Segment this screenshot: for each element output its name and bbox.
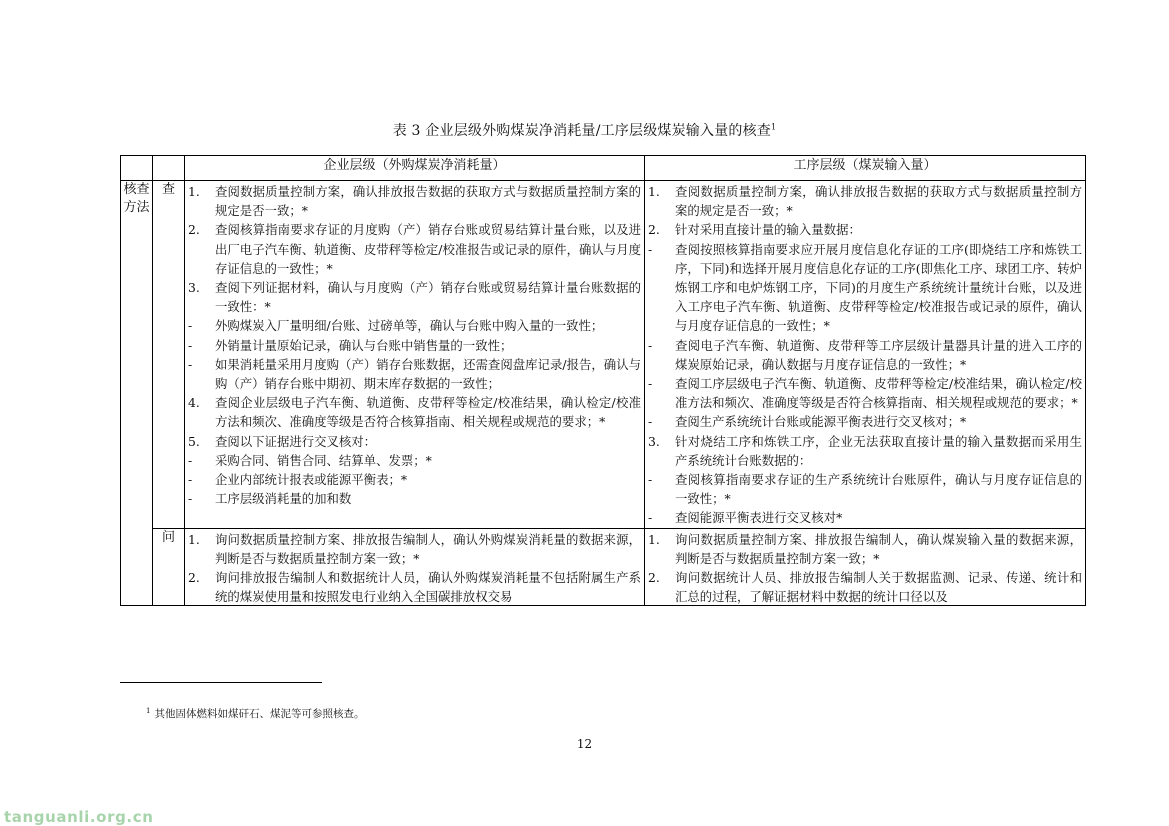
item-marker: 1. (188, 184, 200, 199)
item-marker: 5. (188, 433, 200, 449)
item-text: 查阅下列证据材料，确认与月度购（产）销存台账或贸易结算计量台账数据的一致性：* (215, 280, 641, 315)
item-marker: - (188, 491, 193, 507)
footnote-divider (120, 682, 322, 683)
item-text: 查阅以下证据进行交叉核对： (215, 433, 377, 449)
item-text: 查阅电子汽车衡、轨道衡、皮带秤等工序层级计量器具计量的进入工序的煤炭原始记录，确认数据与月度存证信息的一致性；* (675, 337, 1082, 372)
list-item (185, 530, 644, 568)
item-text: 查阅核算指南要求存证的月度购（产）销存台账或贸易结算计量台账，以及进出厂电子汽车衡、轨道衡、皮带秤等检定/校准报告或记录的原件，确认与月度存证信息的一致性；* (215, 222, 641, 276)
item-text: 查阅能源平衡表进行交叉核对* (675, 510, 843, 526)
item-text: 外购煤炭入厂量明细/台账、过磅单等，确认与台账中购入量的一致性； (215, 318, 604, 334)
item-text: 询问排放报告编制人和数据统计人员，确认外购煤炭消耗量不包括附属生产系统的煤炭使用量和按照发电行业纳入全国碳排放权交易 (215, 570, 641, 605)
item-text: 查阅数据质量控制方案，确认排放报告数据的获取方式与数据质量控制方案的规定是否一致；* (675, 184, 1082, 219)
item-marker: - (648, 510, 653, 526)
caption-text: 表 3 企业层级外购煤炭净消耗量/工序层级煤炭输入量的核查 (392, 123, 772, 139)
header-enterprise: 企业层级（外购煤炭净消耗量） (185, 156, 645, 181)
list-item (645, 220, 1085, 239)
item-marker: 3. (648, 433, 660, 449)
ask-process-cell (645, 528, 1086, 605)
list-item (645, 336, 1085, 374)
list-item (645, 432, 1085, 470)
method-label: 核查方法 (121, 181, 153, 606)
item-marker: 1. (648, 531, 660, 547)
list-item (185, 182, 644, 220)
item-text: 针对烧结工序和炼铁工序，企业无法获取直接计量的输入量数据而采用生产系统统计台账数据的： (675, 433, 1082, 468)
caption-footnote-ref: 1 (771, 122, 777, 132)
watermark: tanguanli.org.cn (4, 808, 154, 826)
item-marker: - (648, 472, 653, 488)
item-marker: - (188, 337, 193, 353)
item-text: 询问数据质量控制方案、排放报告编制人，确认外购煤炭消耗量的数据来源，判断是否与数据质量控制方案一致；* (215, 531, 641, 566)
list-item (185, 432, 644, 451)
list-item (645, 568, 1085, 605)
item-marker: - (648, 376, 653, 392)
list-item (185, 470, 644, 489)
item-marker: - (648, 337, 653, 353)
list-item (185, 393, 644, 431)
item-marker: 1. (648, 184, 660, 199)
check-enterprise-cell (185, 181, 645, 529)
list-item (645, 182, 1085, 220)
footnote (146, 706, 364, 721)
item-marker: 2. (648, 222, 660, 238)
item-marker: 2. (188, 222, 200, 238)
list-item (185, 316, 644, 335)
list-item (185, 336, 644, 355)
item-text: 询问数据统计人员、排放报告编制人关于数据监测、记录、传递、统计和汇总的过程，了解证据材料中数据的统计口径以及 (675, 570, 1082, 605)
item-text: 采购合同、销售合同、结算单、发票；* (215, 452, 432, 468)
item-text: 针对采用直接计量的输入量数据： (675, 222, 861, 238)
table-caption (0, 120, 1169, 140)
list-item (185, 489, 644, 508)
list-item (645, 412, 1085, 431)
list-item (185, 568, 644, 605)
item-marker: 3. (188, 280, 200, 296)
list-item (185, 278, 644, 316)
item-marker: - (188, 356, 193, 372)
list-item (185, 355, 644, 393)
item-text: 查阅工序层级电子汽车衡、轨道衡、皮带秤等检定/校准结果，确认检定/校准方法和频次、准确度等级是否符合核算指南、相关规程或规范的要求；* (675, 376, 1082, 411)
check-process-cell (645, 181, 1086, 529)
verification-table (120, 155, 1086, 606)
item-text: 查阅按照核算指南要求应开展月度信息化存证的工序(即烧结工序和炼铁工序，下同)和选择开展月度信息化存证的工序(即焦化工序、球团工序、转炉炼钢工序和电炉炼钢工序，下同)的月度生产系统统计量统计台账，以及进入工序电子汽车衡、轨道衡、皮带秤等检定/校准报告或记录的原件，确认与月度存证信息的一致性；* (675, 241, 1082, 334)
list-item (185, 220, 644, 278)
item-text: 外销量计量原始记录，确认与台账中销售量的一致性； (215, 337, 513, 353)
header-blank-1 (121, 156, 153, 181)
ask-label: 问 (153, 528, 185, 605)
item-text: 如果消耗量采用月度购（产）销存台账数据，还需查阅盘库记录/报告，确认与购（产）销存台账中期初、期末库存数据的一致性； (215, 356, 641, 392)
list-item (645, 508, 1085, 527)
header-blank-2 (153, 156, 185, 181)
header-row (121, 156, 1086, 181)
list-item (645, 470, 1085, 508)
item-marker: 1. (188, 531, 200, 547)
item-text: 查阅企业层级电子汽车衡、轨道衡、皮带秤等检定/校准结果，确认检定/校准方法和频次、准确度等级是否符合核算指南、相关规程或规范的要求；* (215, 395, 641, 430)
item-marker: - (188, 452, 193, 468)
item-marker: - (188, 472, 193, 488)
list-item (185, 451, 644, 470)
item-marker: 4. (188, 395, 200, 411)
check-row (121, 181, 1086, 529)
list-item (645, 374, 1085, 412)
header-process: 工序层级（煤炭输入量） (645, 156, 1086, 181)
item-marker: - (188, 318, 193, 334)
page-number: 12 (576, 737, 593, 751)
item-marker: - (648, 241, 653, 257)
item-text: 查阅生产系统统计台账或能源平衡表进行交叉核对；* (675, 414, 967, 430)
item-text: 企业内部统计报表或能源平衡表；* (215, 472, 408, 488)
item-marker: 2. (648, 570, 660, 586)
item-marker: - (648, 414, 653, 430)
ask-row (121, 528, 1086, 605)
item-text: 询问数据质量控制方案、排放报告编制人，确认煤炭输入量的数据来源，判断是否与数据质量控制方案一致；* (675, 531, 1082, 566)
list-item (645, 530, 1085, 568)
check-label: 查 (153, 181, 185, 529)
item-text: 工序层级消耗量的加和数 (215, 491, 352, 507)
footnote-marker: 1 (146, 706, 151, 715)
list-item (645, 240, 1085, 336)
item-marker: 2. (188, 570, 200, 586)
footnote-text: 其他固体燃料如煤矸石、煤泥等可参照核查。 (154, 708, 365, 720)
ask-enterprise-cell (185, 528, 645, 605)
item-text: 查阅数据质量控制方案，确认排放报告数据的获取方式与数据质量控制方案的规定是否一致；* (215, 184, 641, 219)
item-text: 查阅核算指南要求存证的生产系统统计台账原件，确认与月度存证信息的一致性；* (675, 472, 1082, 507)
